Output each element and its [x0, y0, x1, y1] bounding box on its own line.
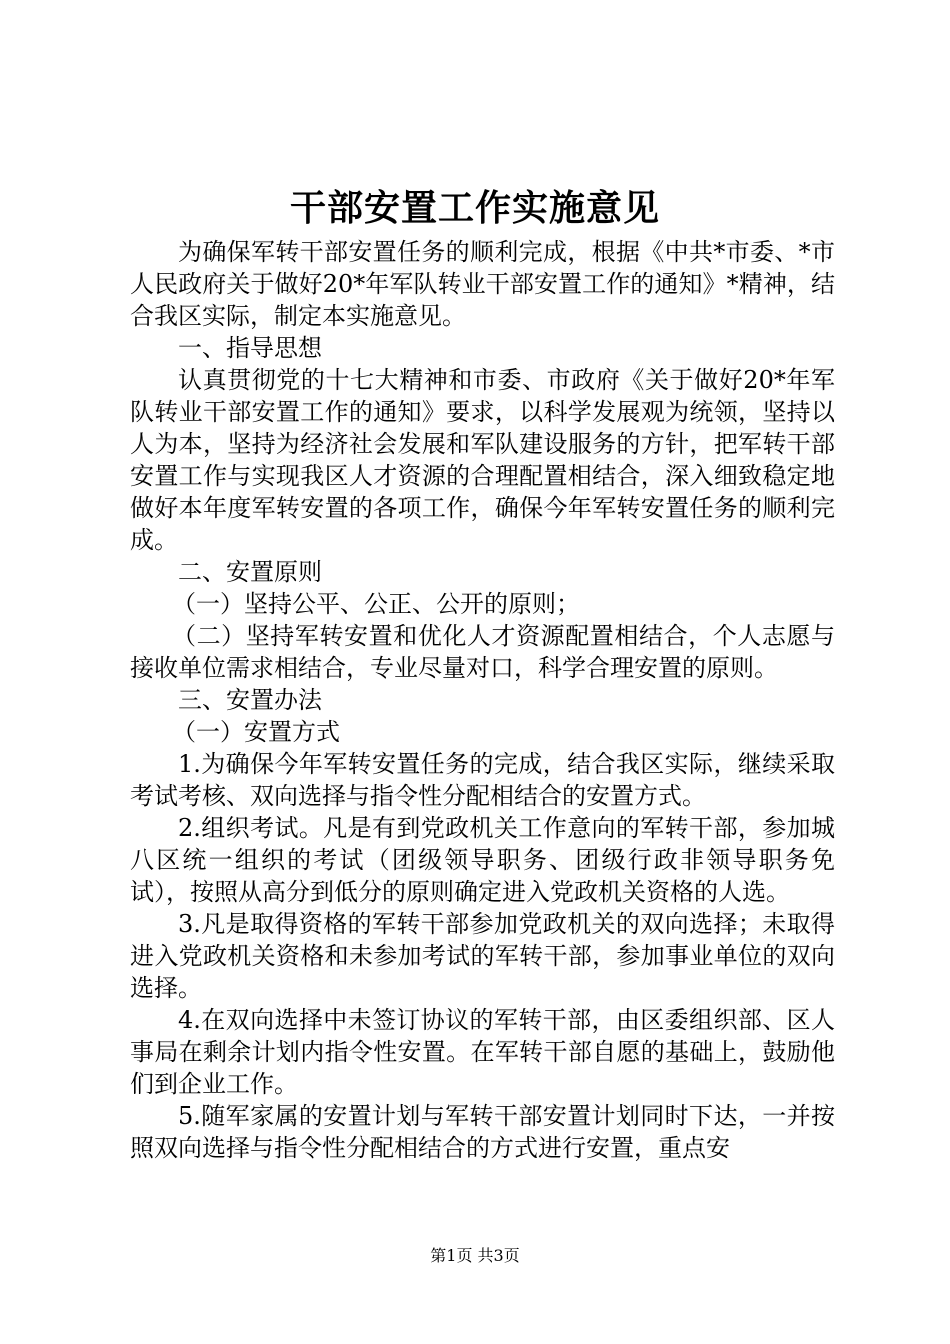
principle-item-1: （一）坚持公平、公正、公开的原则；: [172, 590, 580, 618]
principle-item-2: （二）坚持军转安置和优化人才资源配置相结合，个人志愿与接收单位需求相结合，专业尽量对口，科学合理安置的原则。: [130, 622, 835, 682]
heading-placement-methods: 三、安置办法: [178, 686, 322, 714]
heading-guiding-ideology: 一、指导思想: [178, 334, 322, 362]
subheading-placement-mode: （一）安置方式: [172, 718, 340, 746]
method-item-4: 4.在双向选择中未签订协议的军转干部，由区委组织部、区人事局在剩余计划内指令性安置。在军转干部自愿的基础上，鼓励他们到企业工作。: [130, 1006, 835, 1098]
document-body: [130, 236, 835, 1164]
method-item-2: 2.组织考试。凡是有到党政机关工作意向的军转干部，参加城八区统一组织的考试（团级领导职务、团级行政非领导职务免试），按照从高分到低分的原则确定进入党政机关资格的人选。: [130, 814, 835, 906]
paragraph-intro: 为确保军转干部安置任务的顺利完成，根据《中共*市委、*市人民政府关于做好20*年军队转业干部安置工作的通知》*精神，结合我区实际，制定本实施意见。: [130, 238, 835, 330]
heading-placement-principles: 二、安置原则: [178, 558, 322, 586]
method-item-3: 3.凡是取得资格的军转干部参加党政机关的双向选择；未取得进入党政机关资格和未参加考试的军转干部，参加事业单位的双向选择。: [130, 910, 835, 1002]
document-title: 干部安置工作实施意见: [289, 187, 660, 229]
method-item-5: 5.随军家属的安置计划与军转干部安置计划同时下达，一并按照双向选择与指令性分配相结合的方式进行安置，重点安: [130, 1102, 835, 1162]
paragraph-guiding-ideology: 认真贯彻党的十七大精神和市委、市政府《关于做好20*年军队转业干部安置工作的通知》要求，以科学发展观为统领，坚持以人为本，坚持为经济社会发展和军队建设服务的方针，把军转干部安置工作与实现我区人才资源的合理配置相结合，深入细致稳定地做好本年度军转安置的各项工作，确保今年军转安置任务的顺利完成。: [130, 366, 835, 554]
page-footer: 第1页 共3页: [430, 1246, 520, 1265]
method-item-1: 1.为确保今年军转安置任务的完成，结合我区实际，继续采取考试考核、双向选择与指令性分配相结合的安置方式。: [130, 750, 835, 810]
